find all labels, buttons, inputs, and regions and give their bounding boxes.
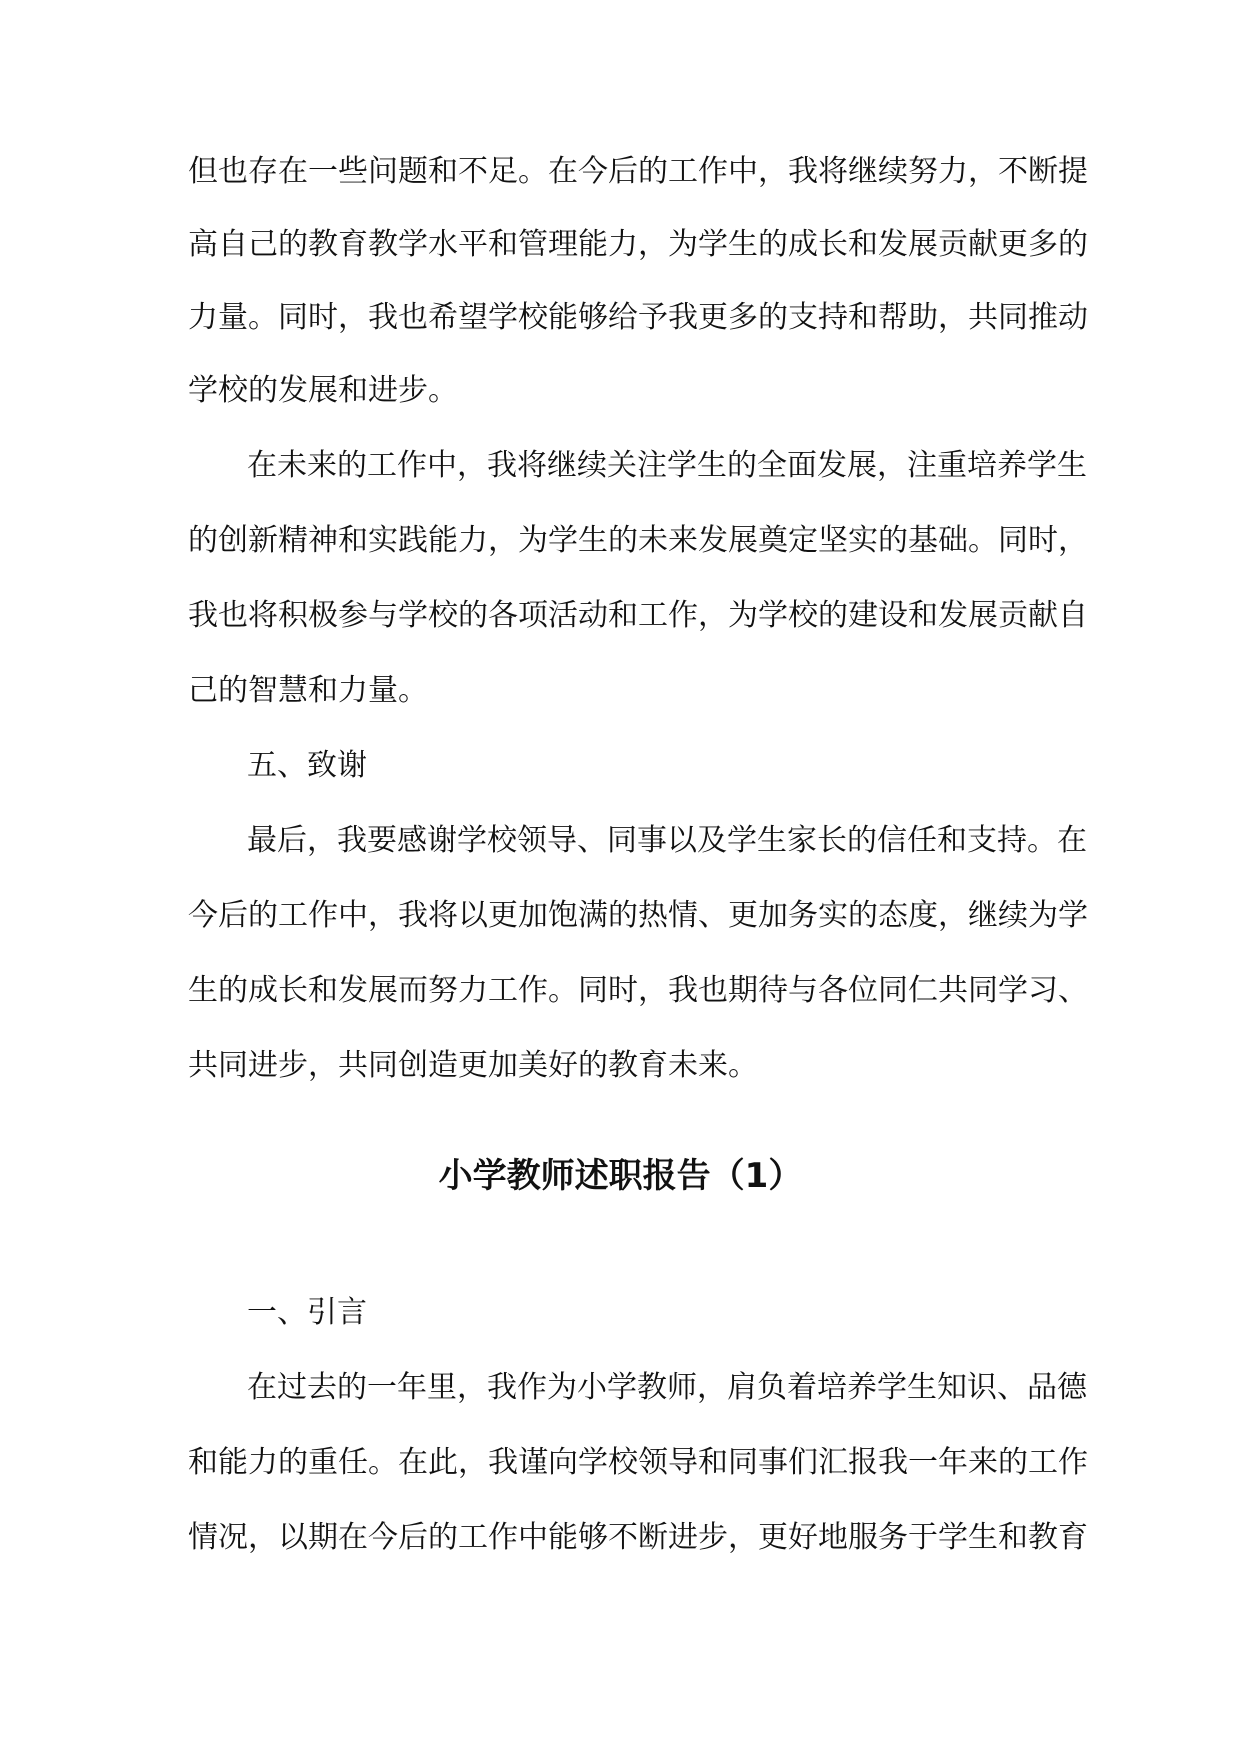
paragraph-line: 的创新精神和实践能力，为学生的未来发展奠定坚实的基础。同时，: [188, 523, 1088, 558]
paragraph-line: 学校的发展和进步。: [188, 373, 458, 408]
paragraph-line: 在未来的工作中，我将继续关注学生的全面发展，注重培养学生: [247, 448, 1087, 483]
paragraph-line: 共同进步，共同创造更加美好的教育未来。: [188, 1048, 758, 1083]
paragraph-line: 己的智慧和力量。: [188, 673, 428, 708]
paragraph-line: 我也将积极参与学校的各项活动和工作，为学校的建设和发展贡献自: [188, 598, 1088, 633]
paragraph-line: 力量。同时，我也希望学校能够给予我更多的支持和帮助，共同推动: [188, 300, 1088, 335]
paragraph-line: 但也存在一些问题和不足。在今后的工作中，我将继续努力，不断提: [188, 154, 1088, 189]
paragraph-line: 最后，我要感谢学校领导、同事以及学生家长的信任和支持。在: [247, 823, 1087, 858]
section-heading-acknowledgement: 五、致谢: [247, 748, 367, 783]
paragraph-line: 和能力的重任。在此，我谨向学校领导和同事们汇报我一年来的工作: [188, 1445, 1088, 1480]
report-title: 小学教师述职报告（1）: [438, 1156, 803, 1196]
paragraph-line: 在过去的一年里，我作为小学教师，肩负着培养学生知识、品德: [247, 1370, 1087, 1405]
paragraph-line: 生的成长和发展而努力工作。同时，我也期待与各位同仁共同学习、: [188, 973, 1088, 1008]
paragraph-line: 高自己的教育教学水平和管理能力，为学生的成长和发展贡献更多的: [188, 227, 1088, 262]
paragraph-line: 情况，以期在今后的工作中能够不断进步，更好地服务于学生和教育: [188, 1520, 1088, 1555]
section-heading-introduction: 一、引言: [247, 1295, 367, 1330]
paragraph-line: 今后的工作中，我将以更加饱满的热情、更加务实的态度，继续为学: [188, 898, 1088, 933]
